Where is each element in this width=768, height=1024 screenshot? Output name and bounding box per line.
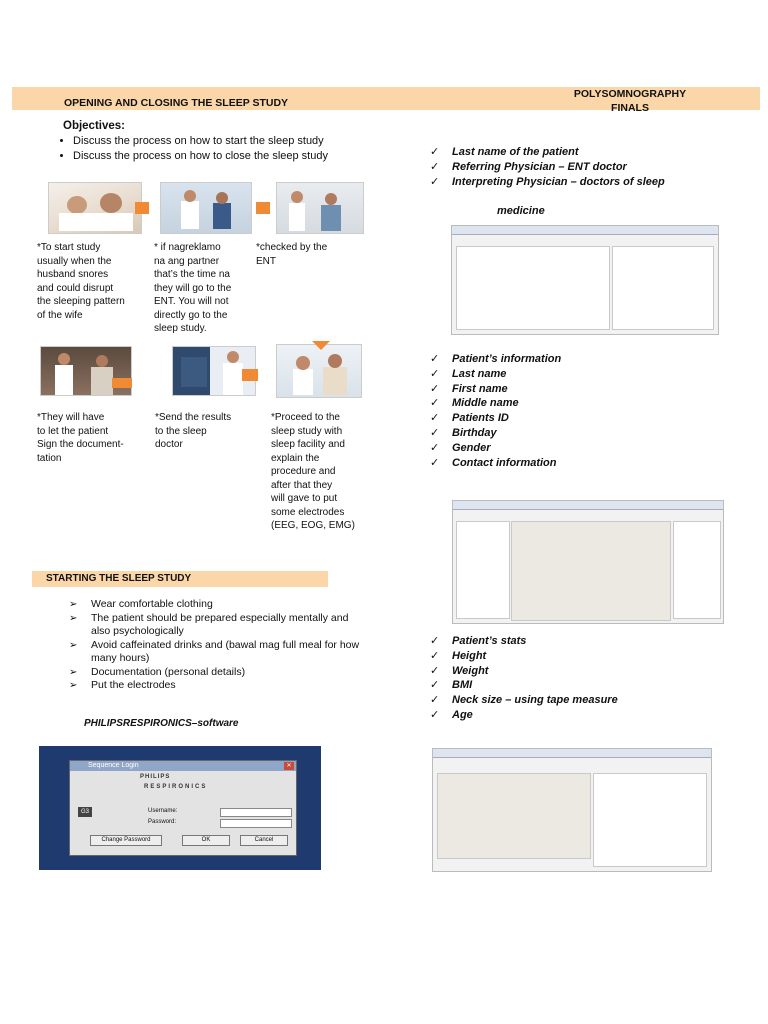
close-icon[interactable]: ✕ bbox=[284, 762, 294, 770]
arrow-right-icon bbox=[256, 202, 270, 214]
checklist-item: ✓ Neck size – using tape measure bbox=[430, 693, 690, 708]
arrow-left-icon bbox=[112, 378, 132, 388]
photo-ent-consult bbox=[160, 182, 252, 234]
screenshot-dialog-panel bbox=[511, 521, 671, 621]
checklist-item: ✓ Interpreting Physician – doctors of sleep bbox=[430, 175, 678, 190]
software-label: PHILIPSRESPIRONICS–software bbox=[84, 718, 239, 729]
checklist-item: ✓ Birthday bbox=[430, 426, 690, 441]
starting-item: ➢ Documentation (personal details) bbox=[69, 666, 364, 680]
software-screenshot-patient-info bbox=[452, 500, 724, 624]
flow-caption: *They will have to let the patient Sign the document- tation bbox=[37, 412, 124, 464]
password-label: Password: bbox=[148, 819, 177, 825]
checklist-physicians bbox=[430, 145, 678, 189]
brand-philips: PHILIPS bbox=[140, 774, 171, 780]
flow-caption: *To start study usually when the husband snores and could disrupt the sleeping pattern of the wife bbox=[37, 242, 125, 321]
checklist-item: ✓ Weight bbox=[430, 664, 690, 679]
photo-couple-sleeping bbox=[48, 182, 142, 234]
login-dialog bbox=[69, 760, 297, 856]
screenshot-dialog-panel bbox=[437, 773, 591, 859]
password-input[interactable] bbox=[220, 819, 292, 828]
checklist-item: ✓ First name bbox=[430, 382, 690, 397]
screenshot-side-panel bbox=[612, 246, 714, 330]
starting-item: ➢ Wear comfortable clothing bbox=[69, 598, 364, 612]
objective-item: • Discuss the process on how to start the sleep study bbox=[73, 134, 328, 149]
checklist-patient-stats bbox=[430, 634, 690, 723]
checklist-item: ✓ Last name of the patient bbox=[430, 145, 678, 160]
checkup-image bbox=[277, 183, 363, 233]
checklist-item: ✓ Patients ID bbox=[430, 411, 690, 426]
login-titlebar: Sequence Login bbox=[70, 761, 296, 771]
objectives-heading: Objectives: bbox=[63, 120, 125, 132]
screenshot-menubar bbox=[452, 226, 718, 235]
software-screenshot-patient-stats bbox=[432, 748, 712, 872]
flow-caption: *Proceed to the sleep study with sleep facility and explain the procedure and after that they will gave to put some electrodes (EEG, EOG, EMG) bbox=[271, 412, 355, 531]
checklist-continuation: medicine bbox=[497, 205, 545, 217]
course-title bbox=[540, 87, 720, 115]
photo-ent-checkup bbox=[276, 182, 364, 234]
ok-button[interactable]: OK bbox=[182, 835, 230, 846]
username-input[interactable] bbox=[220, 808, 292, 817]
change-password-button[interactable]: Change Password bbox=[90, 835, 162, 846]
flow-caption: *Send the results to the sleep doctor bbox=[155, 412, 232, 450]
screenshot-menubar bbox=[453, 501, 723, 510]
arrow-down-icon bbox=[312, 341, 330, 350]
checklist-item: ✓ Gender bbox=[430, 441, 690, 456]
checklist-item: ✓ Age bbox=[430, 708, 690, 723]
photo-electrode-setup bbox=[276, 344, 362, 398]
arrow-left-icon bbox=[242, 369, 258, 381]
g3-badge: G3 bbox=[78, 807, 92, 817]
checklist-item: ✓ Referring Physician – ENT doctor bbox=[430, 160, 678, 175]
starting-list bbox=[69, 598, 364, 693]
username-label: Username: bbox=[148, 808, 178, 814]
checklist-patient-info bbox=[430, 352, 690, 470]
checklist-item: ✓ Patient’s information bbox=[430, 352, 690, 367]
arrow-right-icon bbox=[135, 202, 149, 214]
starting-item: ➢ Avoid caffeinated drinks and (bawal mag full meal for how many hours) bbox=[69, 639, 364, 666]
couple-image bbox=[49, 183, 141, 233]
screenshot-side-panel bbox=[673, 521, 721, 619]
doctor-image bbox=[161, 183, 251, 233]
screenshot-side-panel bbox=[593, 773, 707, 867]
flow-caption: *checked by the ENT bbox=[256, 242, 328, 267]
course-title-line1: POLYSOMNOGRAPHY bbox=[573, 88, 687, 100]
cancel-button[interactable]: Cancel bbox=[240, 835, 288, 846]
starting-item: ➢ The patient should be prepared especially mentally and also psychologically bbox=[69, 612, 364, 639]
checklist-item: ✓ BMI bbox=[430, 678, 690, 693]
checklist-item: ✓ Contact information bbox=[430, 456, 690, 471]
screenshot-list-panel bbox=[456, 521, 510, 619]
checklist-item: ✓ Patient’s stats bbox=[430, 634, 690, 649]
section-title-opening-closing: OPENING AND CLOSING THE SLEEP STUDY bbox=[64, 97, 289, 109]
objectives-list bbox=[55, 134, 328, 164]
objective-item: • Discuss the process on how to close the sleep study bbox=[73, 149, 328, 164]
flow-caption: * if nagreklamo na ang partner that’s the time na they will go to the ENT. You will not directly go to the sleep study. bbox=[154, 242, 232, 334]
photo-signing-document bbox=[40, 346, 132, 396]
screenshot-menubar bbox=[433, 749, 711, 758]
brand-respironics: RESPIRONICS bbox=[144, 784, 208, 790]
checklist-item: ✓ Last name bbox=[430, 367, 690, 382]
screenshot-form-panel bbox=[456, 246, 610, 330]
section-title-starting: STARTING THE SLEEP STUDY bbox=[46, 573, 192, 584]
software-screenshot-referring bbox=[451, 225, 719, 335]
login-screenshot bbox=[39, 746, 321, 870]
starting-item: ➢ Put the electrodes bbox=[69, 679, 364, 693]
course-title-line2: FINALS bbox=[611, 102, 649, 114]
electrode-image bbox=[277, 345, 361, 397]
checklist-item: ✓ Height bbox=[430, 649, 690, 664]
checklist-item: ✓ Middle name bbox=[430, 396, 690, 411]
